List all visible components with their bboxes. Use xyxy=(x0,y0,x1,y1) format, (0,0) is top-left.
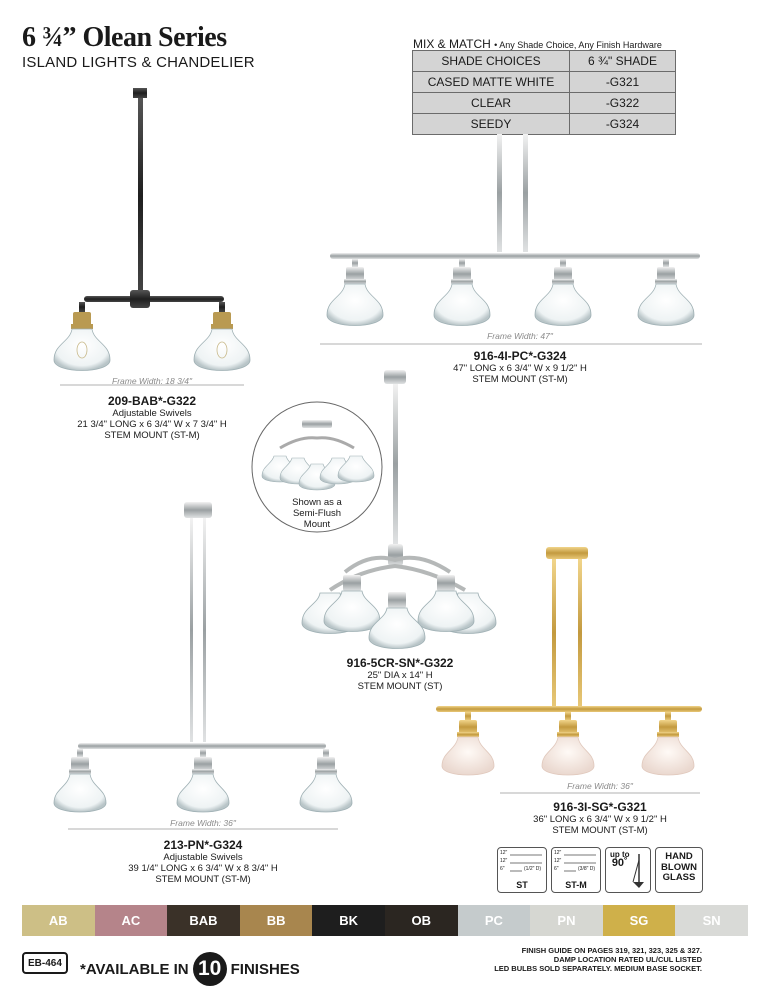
product-213 xyxy=(80,838,326,885)
fixture-916-4i xyxy=(320,134,702,344)
footer-note: LED BULBS SOLD SEPARATELY. MEDIUM BASE SOCKET. xyxy=(494,964,702,973)
shade-name: CLEAR xyxy=(413,93,570,114)
swivel-icon xyxy=(605,847,651,893)
footer-note: DAMP LOCATION RATED UL/CUL LISTED xyxy=(553,955,702,964)
table-header-cell: SHADE CHOICES xyxy=(413,51,570,72)
mount-icon-st xyxy=(497,847,547,893)
rod-label: (1/2" D) xyxy=(524,866,542,872)
spec-line: 39 1/4" LONG x 6 3/4" W x 8 3/4" H xyxy=(128,863,278,874)
finish-swatch: SN xyxy=(675,905,748,936)
model-number: 213-PN*-G324 xyxy=(163,838,243,852)
rod-label: 12" xyxy=(554,858,562,864)
semi-flush-caption: Shown as a Semi-Flush Mount xyxy=(292,497,342,530)
shade-code: -G324 xyxy=(570,114,676,135)
finish-swatch: PC xyxy=(458,905,531,936)
spec-line: 25" DIA x 14" H xyxy=(367,670,433,681)
mount-label: ST-M xyxy=(565,880,587,890)
swivel-angle-icon xyxy=(630,852,648,888)
finish-count: 10 xyxy=(193,952,227,986)
glass-label: GLASS xyxy=(662,872,696,883)
available-pre: *AVAILABLE IN xyxy=(80,960,189,978)
rod-label: 6" xyxy=(500,866,505,872)
model-number: 209-BAB*-G322 xyxy=(107,394,197,408)
page-subtitle: ISLAND LIGHTS & CHANDELIER xyxy=(22,54,255,71)
product-916-3i xyxy=(470,800,730,836)
mount-label: ST xyxy=(516,880,528,890)
spec-line: STEM MOUNT (ST-M) xyxy=(552,825,648,836)
rod-label: 6" xyxy=(554,866,559,872)
rod-label: 12" xyxy=(500,858,508,864)
finish-swatch: OB xyxy=(385,905,458,936)
fixture-209 xyxy=(54,88,250,385)
spec-line: STEM MOUNT (ST-M) xyxy=(155,874,251,885)
spec-line: 21 3/4" LONG x 6 3/4" W x 7 3/4" H xyxy=(77,419,227,430)
model-number: 916-5CR-SN*-G322 xyxy=(346,656,454,670)
footer-notes xyxy=(382,946,702,973)
mount-icon-stm xyxy=(551,847,601,893)
glass-label: HAND xyxy=(665,851,693,862)
spec-line: Adjustable Swivels xyxy=(163,852,243,863)
product-916-5cr xyxy=(300,656,500,692)
available-finishes xyxy=(80,952,300,986)
finish-swatch: AB xyxy=(22,905,95,936)
finish-swatch: PN xyxy=(530,905,603,936)
degree-label: 90˚ xyxy=(611,857,628,869)
spec-line: 36" LONG x 6 3/4" W x 9 1/2" H xyxy=(533,814,667,825)
table-header-cell: 6 ¾" SHADE xyxy=(570,51,676,72)
finish-swatch: BK xyxy=(312,905,385,936)
shade-code: -G321 xyxy=(570,72,676,93)
finish-swatch: BAB xyxy=(167,905,240,936)
spec-line: Adjustable Swivels xyxy=(112,408,192,419)
finish-swatch: AC xyxy=(95,905,168,936)
product-916-4i xyxy=(400,349,640,385)
product-209 xyxy=(40,394,264,441)
model-number: 916-4I-PC*-G324 xyxy=(473,349,567,363)
rod-label: (3/8" D) xyxy=(578,866,596,872)
footer-note: FINISH GUIDE ON PAGES 319, 321, 323, 325 & 327. xyxy=(521,946,702,955)
spec-line: 47" LONG x 6 3/4" W x 9 1/2" H xyxy=(453,363,587,374)
mix-match-note: • Any Shade Choice, Any Finish Hardware xyxy=(494,40,662,50)
upto-label: up to xyxy=(610,850,630,859)
glass-label: BLOWN xyxy=(661,861,697,873)
finish-swatch: SG xyxy=(603,905,676,936)
shade-name: SEEDY xyxy=(413,114,570,135)
frame-width-213: Frame Width: 36" xyxy=(170,818,236,828)
frame-width-916-4i: Frame Width: 47" xyxy=(487,331,553,341)
available-post: FINISHES xyxy=(230,960,300,978)
shade-name: CASED MATTE WHITE xyxy=(413,72,570,93)
frame-width-209: Frame Width: 18 3/4" xyxy=(112,376,192,386)
finish-swatches xyxy=(22,905,748,936)
shade-code: -G322 xyxy=(570,93,676,114)
catalog-code: EB-464 xyxy=(22,952,68,974)
spec-line: STEM MOUNT (ST-M) xyxy=(104,430,200,441)
page-title: 6 ¾” Olean Series xyxy=(22,22,227,53)
mix-match-title: MIX & MATCH xyxy=(413,37,491,51)
frame-width-916-3i: Frame Width: 36" xyxy=(567,781,633,791)
model-number: 916-3I-SG*-G321 xyxy=(553,800,647,814)
spec-line: STEM MOUNT (ST) xyxy=(357,681,443,692)
finish-swatch: BB xyxy=(240,905,313,936)
spec-line: STEM MOUNT (ST-M) xyxy=(472,374,568,385)
hand-blown-glass-badge xyxy=(655,847,703,893)
rod-label: 12" xyxy=(500,850,508,856)
rod-label: 12" xyxy=(554,850,562,856)
